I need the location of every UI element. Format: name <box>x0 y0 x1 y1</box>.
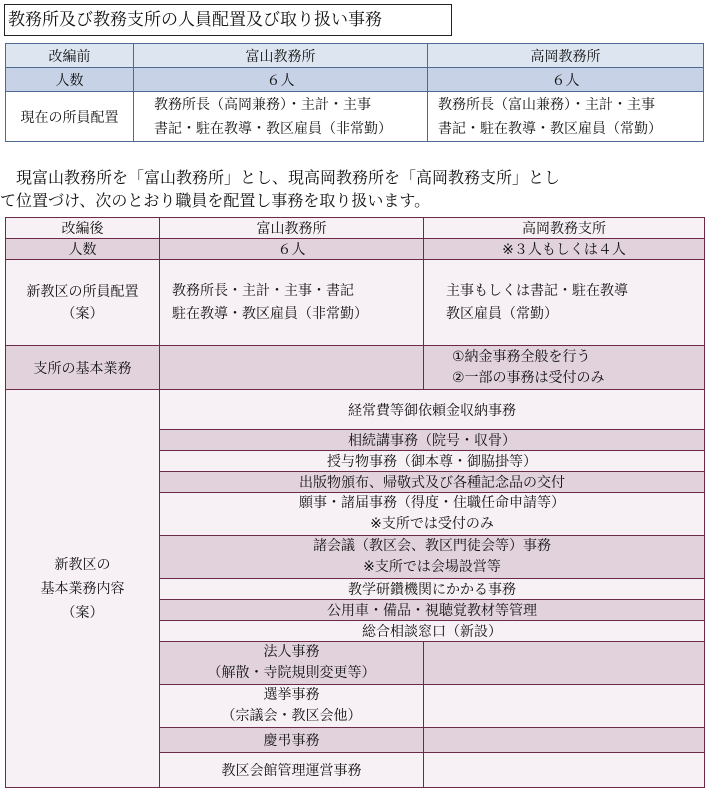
before-reorganization-table <box>5 43 704 142</box>
count-label: 人数 <box>6 239 160 260</box>
task-item: 公用車・備品・視聴覚教材等管理 <box>160 600 705 621</box>
staff-takaoka-line: 教務所長（富山兼務）・主計・主事 <box>438 96 655 113</box>
task-item: 相続講事務（院号・収骨） <box>160 430 705 451</box>
staff-toyama-line: 書記・駐在教導・教区雇員（非常勤） <box>154 120 392 137</box>
task-item: 経常費等御依頼金収納事務 <box>160 390 705 430</box>
staff-takaoka-line: 主事もしくは書記・駐在教導 <box>446 282 628 299</box>
task-item: 教区会館管理運営事務 <box>160 753 424 788</box>
count-toyama: ６人 <box>160 239 424 260</box>
branch-label: 支所の基本業務 <box>6 346 160 390</box>
paragraph-line: 現富山教務所を「富山教務所」とし、現高岡教務所を「高岡教務支所」とし <box>0 168 561 187</box>
task-empty-cell <box>424 642 705 685</box>
task-empty-cell <box>424 753 705 788</box>
staff-toyama-line: 教務所長・主計・主事・書記 <box>172 282 354 299</box>
header-toyama: 富山教務所 <box>134 44 428 68</box>
staff-label: 現在の所員配置 <box>6 92 134 142</box>
branch-toyama <box>160 346 424 390</box>
task-item <box>160 493 705 536</box>
header-takaoka: 高岡教務所 <box>428 44 704 68</box>
staff-label-line: 新教区の所員配置 <box>26 283 139 300</box>
staff-toyama <box>160 260 424 346</box>
count-takaoka: ６人 <box>428 68 704 92</box>
task-item: 教学研鑽機関にかかる事務 <box>160 579 705 600</box>
staff-label-line: （案） <box>61 305 104 322</box>
staff-takaoka <box>428 92 704 142</box>
paragraph-line: て位置づけ、次のとおり職員を配置し事務を取り扱います。 <box>0 191 431 210</box>
staff-toyama-line: 教務所長（高岡兼務）・主計・主事 <box>154 96 371 113</box>
task-note: ※支所では会場設営等 <box>363 559 501 575</box>
description-paragraph <box>0 166 708 212</box>
tasks-label-line: 基本業務内容 <box>40 580 125 597</box>
task-note: ※支所では受付のみ <box>370 516 494 532</box>
tasks-label-line: 新教区の <box>54 556 111 573</box>
staff-label <box>6 260 160 346</box>
task-item <box>160 685 424 728</box>
staff-toyama-line: 駐在教導・教区雇員（非常勤） <box>172 305 368 322</box>
count-toyama: ６人 <box>134 68 428 92</box>
count-label: 人数 <box>6 68 134 92</box>
task-line: 法人事務 <box>263 644 320 660</box>
page-title: 教務所及び教務支所の人員配置及び取り扱い事務 <box>4 4 452 36</box>
task-empty-cell <box>424 728 705 753</box>
task-line: 願事・諸届事務（得度・住職任命申請等） <box>299 495 565 511</box>
task-item: 出版物頒布、帰敬式及び各種記念品の交付 <box>160 472 705 493</box>
task-item: 慶弔事務 <box>160 728 424 753</box>
after-reorganization-table <box>5 217 705 788</box>
tasks-label <box>6 390 160 788</box>
staff-takaoka-line: 書記・駐在教導・教区雇員（常勤） <box>438 120 662 137</box>
count-takaoka: ※３人もしくは４人 <box>424 239 705 260</box>
task-line: 諸会議（教区会、教区門徒会等）事務 <box>313 538 551 554</box>
task-note: （宗議会・教区会他） <box>221 708 362 724</box>
branch-takaoka <box>424 346 705 390</box>
task-item: 総合相談窓口（新設） <box>160 621 705 642</box>
task-item: 授与物事務（御本尊・御脇掛等） <box>160 451 705 472</box>
header-takaoka-branch: 高岡教務支所 <box>424 218 705 239</box>
task-note: （解散・寺院規則変更等） <box>207 665 376 681</box>
task-item <box>160 536 705 579</box>
header-after: 改編後 <box>6 218 160 239</box>
header-toyama: 富山教務所 <box>160 218 424 239</box>
staff-takaoka <box>424 260 705 346</box>
branch-duty: ①納金事務全般を行う <box>452 348 591 365</box>
branch-duty: ②一部の事務は受付のみ <box>452 369 605 386</box>
task-empty-cell <box>424 685 705 728</box>
tasks-label-line: （案） <box>61 604 104 621</box>
staff-toyama <box>134 92 428 142</box>
header-before: 改編前 <box>6 44 134 68</box>
task-item <box>160 642 424 685</box>
task-line: 選挙事務 <box>263 687 320 703</box>
staff-takaoka-line: 教区雇員（常勤） <box>446 305 558 322</box>
